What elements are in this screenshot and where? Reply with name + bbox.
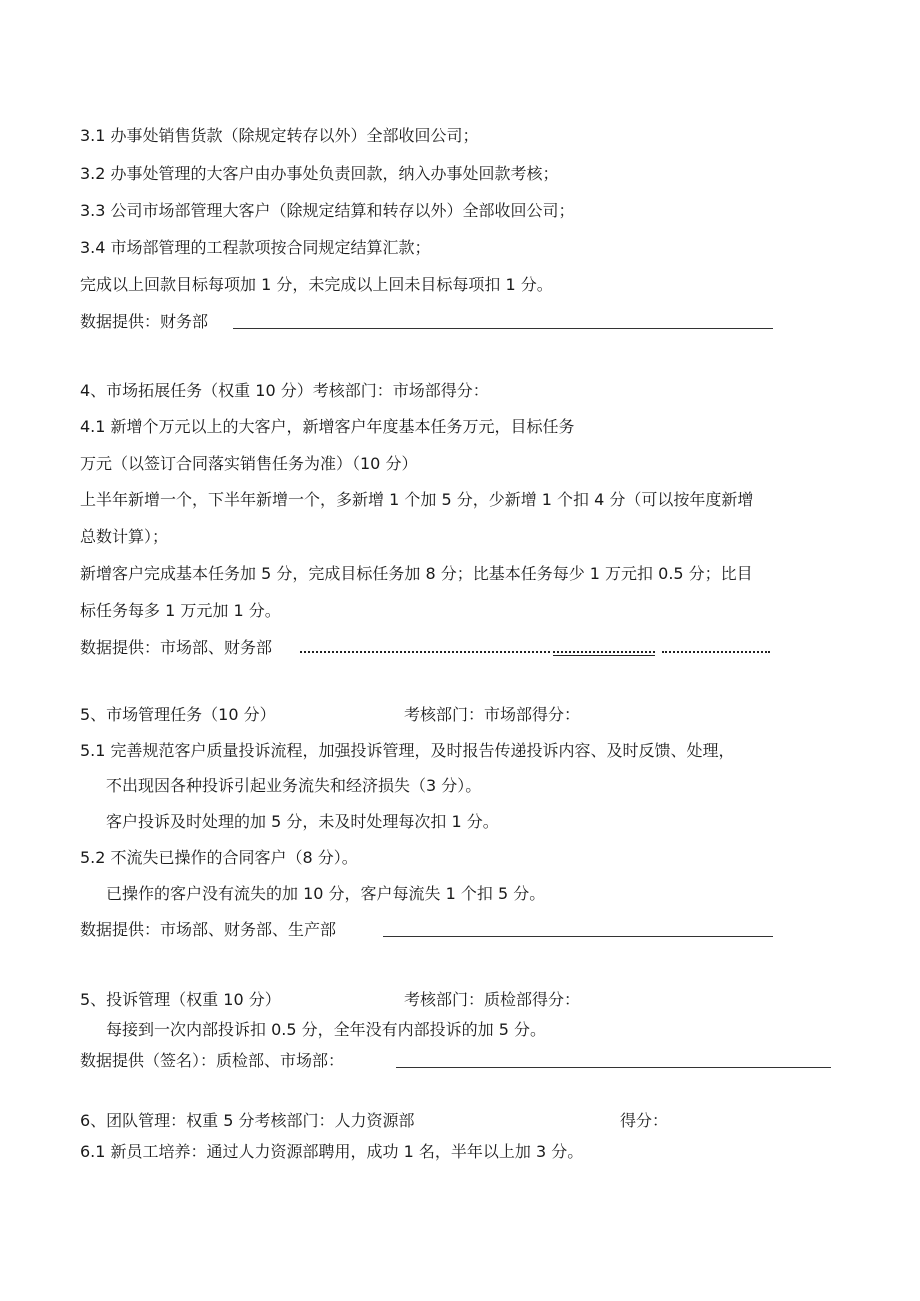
signature-line-3: [233, 328, 773, 329]
item-5-2: 5.2 不流失已操作的合同客户（8 分）。: [80, 848, 358, 867]
item-5-1: 5.1 完善规范客户质量投诉流程，加强投诉管理，及时报告传递投诉内容、及时反馈、处理，: [80, 741, 735, 760]
dotted-line-4b: [553, 651, 655, 653]
item-3-3: 3.3 公司市场部管理大客户（除规定结算和转存以外）全部收回公司；: [80, 201, 575, 220]
section-4-title: 4、市场拓展任务（权重 10 分）考核部门：市场部得分：: [80, 381, 489, 400]
item-4-1: 4.1 新增个万元以上的大客户，新增客户年度基本任务万元，目标任务: [80, 417, 575, 436]
rule-4-b-cont: 标任务每多 1 万元加 1 分。: [80, 601, 281, 620]
section-6-score: 得分：: [620, 1111, 669, 1130]
scoring-rule-3: 完成以上回款目标每项加 1 分，未完成以上回未目标每项扣 1 分。: [80, 275, 553, 294]
signature-line-5b: [396, 1067, 831, 1068]
section-6-title: 6、团队管理：权重 5 分考核部门：人力资源部: [80, 1111, 415, 1130]
dotted-line-4c: [662, 651, 770, 653]
data-provider-5a: 数据提供：市场部、财务部、生产部: [80, 920, 337, 939]
rule-4-a: 上半年新增一个，下半年新增一个，多新增 1 个加 5 分，少新增 1 个扣 4 分（可以按年度新增: [80, 490, 754, 509]
data-provider-4: 数据提供：市场部、财务部: [80, 638, 273, 657]
item-4-1-cont: 万元（以签订合同落实销售任务为准）（10 分）: [80, 454, 418, 473]
dotted-line-4a: [300, 651, 550, 653]
data-provider-5b: 数据提供（签名）：质检部、市场部：: [80, 1051, 345, 1070]
rule-4-b: 新增客户完成基本任务加 5 分，完成目标任务加 8 分；比基本任务每少 1 万元扣 0.5 分；比目: [80, 564, 753, 583]
section-5a-title: 5、市场管理任务（10 分）: [80, 705, 276, 724]
signature-line-5a: [383, 936, 773, 937]
section-5b-title: 5、投诉管理（权重 10 分）: [80, 990, 281, 1009]
item-6-1: 6.1 新员工培养：通过人力资源部聘用，成功 1 名，半年以上加 3 分。: [80, 1142, 584, 1161]
rule-4-a-cont: 总数计算）；: [80, 527, 169, 546]
section-5b-dept: 考核部门：质检部得分：: [404, 990, 581, 1009]
item-3-4: 3.4 市场部管理的工程款项按合同规定结算汇款；: [80, 238, 431, 257]
section-5a-dept: 考核部门：市场部得分：: [404, 705, 581, 724]
rule-5b: 每接到一次内部投诉扣 0.5 分，全年没有内部投诉的加 5 分。: [106, 1020, 546, 1039]
underline-segment-4: [553, 655, 655, 656]
item-3-2: 3.2 办事处管理的大客户由办事处负责回款，纳入办事处回款考核；: [80, 164, 559, 183]
item-3-1: 3.1 办事处销售货款（除规定转存以外）全部收回公司；: [80, 126, 479, 145]
rule-5-1: 客户投诉及时处理的加 5 分，未及时处理每次扣 1 分。: [106, 812, 499, 831]
rule-5-2: 已操作的客户没有流失的加 10 分，客户每流失 1 个扣 5 分。: [106, 884, 546, 903]
item-5-1-cont: 不出现因各种投诉引起业务流失和经济损失（3 分）。: [106, 776, 482, 795]
data-provider-3: 数据提供：财务部: [80, 312, 209, 331]
